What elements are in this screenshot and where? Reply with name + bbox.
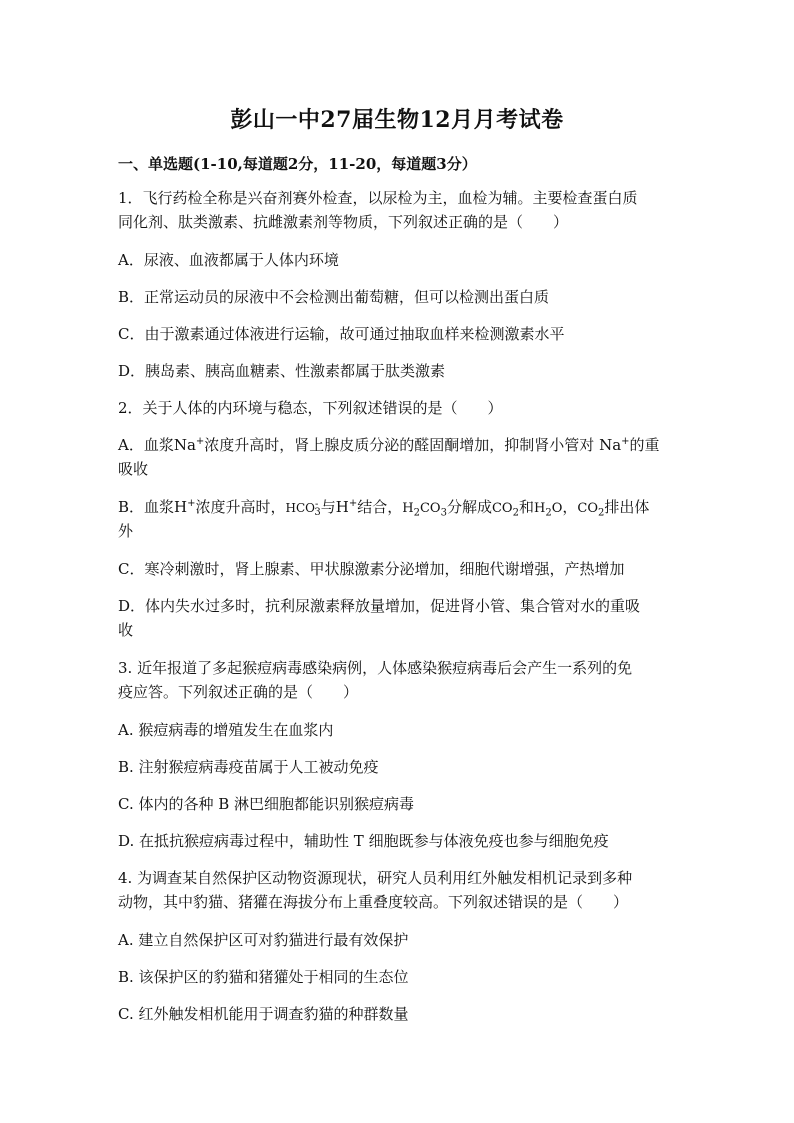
q2-option-b-line-2: 外 [118,522,134,540]
q4-stem-line-2: 动物，其中豹猫、猪獾在海拔分布上重叠度较高。下列叙述错误的是（ ） [118,893,629,911]
q3-option-c: C. 体内的各种 B 淋巴细胞都能识别猴痘病毒 [118,795,415,813]
q2-a-text-2: 浓度升高时，肾上腺皮质分泌的醛固酮增加，抑制肾小管对 Na [204,436,622,454]
q2-b-text-6: 和 [518,498,534,516]
q3-option-a: A. 猴痘病毒的增殖发生在血浆内 [118,721,334,739]
q2-b-text-1: B．血浆H [118,498,188,516]
q2-b-co2-formula [491,501,519,519]
q1-option-a: A．尿液、血液都属于人体内环境 [118,251,339,269]
q2-option-a-line-2: 吸收 [118,460,149,478]
q3-stem-line-1: 3. 近年报道了多起猴痘病毒感染病例，人体感染猴痘病毒后会产生一系列的免 [118,659,633,677]
q2-option-d-line-2: 收 [118,621,134,639]
q2-option-b-line-1 [118,495,678,521]
q2-b-text-7: ， [562,498,578,516]
q2-b-h2o-formula [533,501,563,519]
q3-option-b: B. 注射猴痘病毒疫苗属于人工被动免疫 [118,758,379,776]
q1-option-c: C．由于激素通过体液进行运输，故可通过抽取血样来检测激素水平 [118,325,565,343]
q3-stem-line-2: 疫应答。下列叙述正确的是（ ） [118,683,359,701]
q2-b-h2co3-formula [402,501,447,519]
q2-b-h2o-sub: 2 [545,507,552,519]
q2-b-hco3-formula [285,499,321,519]
q3-option-d: D. 在抵抗猴痘病毒过程中，辅助性 T 细胞既参与体液免疫也参与细胞免疫 [118,832,609,850]
q1-option-d: D．胰岛素、胰高血糖素、性激素都属于肽类激素 [118,362,446,380]
q2-b-h2o-h: H [533,501,546,516]
q2-b-hco3-base: HCO [285,501,315,515]
q2-b-co2-sub: 2 [512,507,519,519]
q2-option-d-line-1: D．体内失水过多时，抗利尿激素释放量增加，促进肾小管、集合管对水的重吸 [118,597,641,615]
q2-a-text-1: A．血浆Na [118,436,196,454]
q2-b-text-2: 浓度升高时， [195,498,286,516]
q2-b-hco3-charge: - [315,499,319,510]
q2-b-co2b-formula [577,501,605,519]
q2-b-h2co3-sub-1: 2 [413,507,420,519]
q2-b-co2b-sub: 2 [598,507,605,519]
q2-a-text-3: 的重 [629,436,660,454]
q2-b-sup-2: + [348,498,358,509]
q2-a-sup-2: + [621,436,630,447]
page-title: 彭山一中27届生物12月月考试卷 [230,107,564,133]
q2-b-text-4: 结合， [357,498,403,516]
q2-b-h2o-o: O [551,501,563,516]
q2-stem: 2．关于人体的内环境与稳态，下列叙述错误的是（ ） [118,399,503,417]
q2-option-a-line-1 [118,433,678,457]
q4-option-a: A. 建立自然保护区可对豹猫进行最有效保护 [118,931,409,949]
q2-b-co2-base: CO [491,501,513,516]
q2-b-co2b-base: CO [577,501,598,516]
q2-a-sup-1: + [195,436,205,447]
q1-stem-line-1: 1．飞行药检全称是兴奋剂赛外检查，以尿检为主，血检为辅。主要检查蛋白质 [118,189,638,207]
q2-b-h2co3-h: H [402,501,414,516]
q4-option-c: C. 红外触发相机能用于调查豹猫的种群数量 [118,1005,409,1023]
q2-b-h2co3-co: CO [419,501,441,516]
section-heading: 一、单选题(1-10,每道题2分，11-20，每道题3分） [118,155,477,173]
q1-option-b: B．正常运动员的尿液中不会检测出葡萄糖，但可以检测出蛋白质 [118,288,550,306]
q1-stem-line-2: 同化剂、肽类激素、抗雌激素剂等物质，下列叙述正确的是（ ） [118,213,569,231]
q4-stem-line-1: 4. 为调查某自然保护区动物资源现状，研究人员利用红外触发相机记录到多种 [118,869,633,887]
q2-option-c: C．寒冷刺激时，肾上腺素、甲状腺激素分泌增加，细胞代谢增强，产热增加 [118,560,625,578]
q4-option-b: B. 该保护区的豹猫和猪獾处于相同的生态位 [118,968,409,986]
q2-b-sup-1: + [187,498,196,509]
q2-b-text-5: 分解成 [446,498,492,516]
q2-b-h2co3-sub-2: 3 [440,507,447,519]
q2-b-hco3-index: 3 [314,507,321,519]
q2-b-text-8: 排出体 [604,498,650,516]
q2-b-text-3: 与H [320,498,349,516]
